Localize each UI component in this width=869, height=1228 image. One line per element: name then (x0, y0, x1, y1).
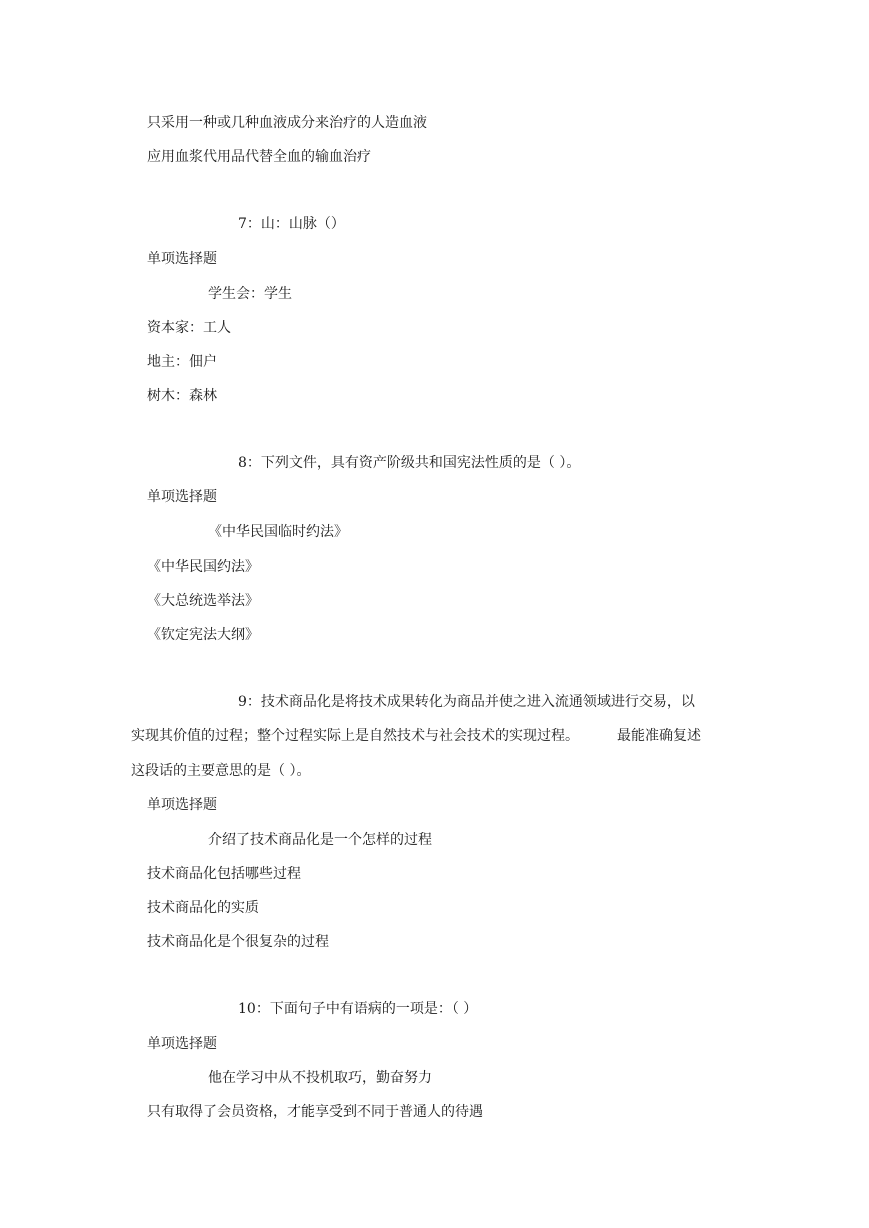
q8-stem: 8：下列文件，具有资产阶级共和国宪法性质的是（ ）。 (238, 455, 581, 471)
q9-stem-line2-part1: 实现其价值的过程；整个过程实际上是自然技术与社会技术的实现过程。 (131, 728, 579, 744)
q8-type: 单项选择题 (147, 489, 217, 505)
q9-option-d: 技术商品化是个很复杂的过程 (147, 934, 329, 950)
q10-type: 单项选择题 (147, 1036, 217, 1052)
q9-stem-line3: 这段话的主要意思的是（ ）。 (131, 763, 311, 779)
q9-stem-line1: 9：技术商品化是将技术成果转化为商品并使之进入流通领域进行交易，以 (238, 694, 695, 710)
q9-option-a: 介绍了技术商品化是一个怎样的过程 (208, 832, 432, 848)
prev-option-d: 应用血浆代用品代替全血的输血治疗 (147, 149, 371, 165)
q8-option-c: 《大总统选举法》 (147, 593, 259, 609)
q10-stem: 10：下面句子中有语病的一项是：（ ） (238, 1001, 478, 1017)
q9-stem-line2-part2: 最能准确复述 (617, 728, 701, 744)
q10-option-a: 他在学习中从不投机取巧，勤奋努力 (208, 1070, 432, 1086)
q9-type: 单项选择题 (147, 797, 217, 813)
q7-stem: 7：山：山脉（） (238, 216, 345, 232)
q9-option-b: 技术商品化包括哪些过程 (147, 866, 301, 882)
q10-option-b: 只有取得了会员资格，才能享受到不同于普通人的待遇 (147, 1104, 483, 1120)
q7-option-c: 地主：佃户 (147, 354, 217, 370)
q9-stem-line2 (131, 726, 701, 746)
q7-option-b: 资本家：工人 (147, 320, 231, 336)
q7-option-a: 学生会：学生 (208, 286, 292, 302)
q8-option-d: 《钦定宪法大纲》 (147, 627, 259, 643)
q8-option-b: 《中华民国约法》 (147, 559, 259, 575)
q7-option-d: 树木：森林 (147, 388, 217, 404)
q9-option-c: 技术商品化的实质 (147, 900, 259, 916)
q7-type: 单项选择题 (147, 251, 217, 267)
q8-option-a: 《中华民国临时约法》 (208, 524, 348, 540)
prev-option-c: 只采用一种或几种血液成分来治疗的人造血液 (147, 115, 427, 131)
